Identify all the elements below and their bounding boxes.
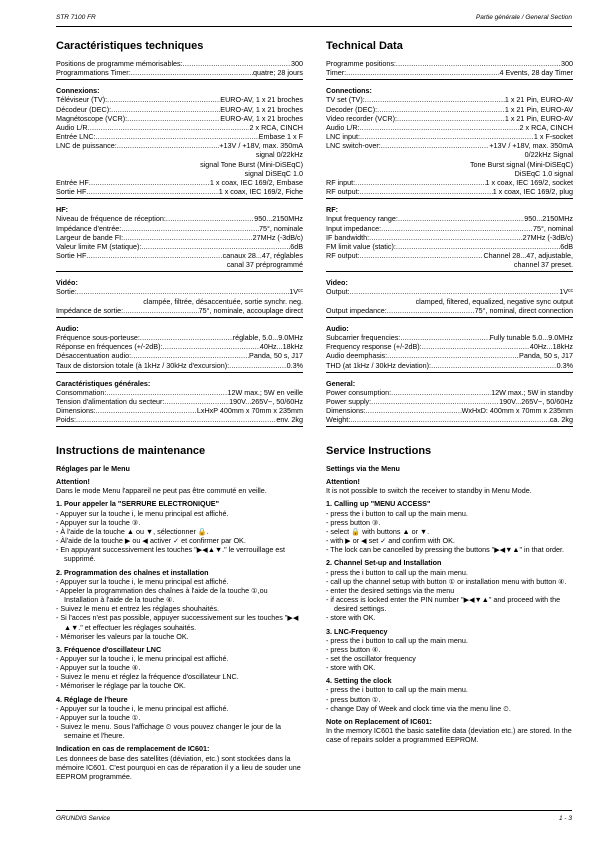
section-heading: Caractéristiques générales:	[56, 378, 151, 388]
spec-continuation: signal DiSEqC 1.0	[244, 168, 303, 178]
spec-title-en: Technical Data	[326, 40, 403, 52]
step-item: - À l'aide de la touche ▲ ou ▼, sélectionner 🔒.	[56, 526, 209, 536]
step-heading: 1. Pour appeler la "SERRURE ELECTRONIQUE"	[56, 499, 219, 509]
spec-row: Consommation: ..... 12W max.; 5W en veille	[56, 388, 303, 397]
note-heading: Note on Replacement of IC601:	[326, 716, 432, 726]
spec-row: Audio deemphasis: ..... Panda, 50 s, J17	[326, 351, 573, 360]
spec-row: Décodeur (DEC): ..... EURO-AV, 1 x 21 broches	[56, 105, 303, 114]
spec-row: Impédance de sortie: ..... 75°, nominale, accouplage direct	[56, 306, 303, 318]
spec-continuation: canal 37 préprogrammé	[56, 260, 303, 272]
step-item: - press the i button to call up the main menu.	[326, 635, 468, 645]
spec-continuation: channel 37 preset.	[326, 260, 573, 272]
step-item: - Suivez le menu. Sous l'affichage ⏲ vous pouvez changer le jour de la semaine et l'heure.	[56, 722, 281, 741]
step-item: - Mémoriser le réglage par la touche OK.	[56, 681, 186, 691]
step-item: - press the i button to call up the main menu.	[326, 567, 468, 577]
header-rule	[56, 26, 572, 27]
step-heading: 4. Réglage de l'heure	[56, 694, 128, 704]
spec-row: Power supply: ..... 190V...265V~, 50/60Hz	[326, 397, 573, 406]
spec-continuation: Tone Burst signal (Mini-DiSEqC)	[469, 159, 573, 169]
step-item: - store with OK.	[326, 663, 376, 673]
spec-row: Sortie HF ..... canaux 28...47, réglables	[56, 251, 303, 260]
step-item: - Appuyer sur la touche i, le menu principal est affiché.	[56, 508, 229, 518]
spec-row: Input frequency range: ..... 950...2150MHz	[326, 214, 573, 223]
step-item: - enter the desired settings via the menu	[326, 585, 455, 595]
spec-continuation: clamped, filtered, equalized, negative sync output	[415, 296, 573, 306]
step-item: - press the i button to call up the main menu.	[326, 508, 468, 518]
maintenance-title-en: Service Instructions	[326, 445, 432, 457]
footer-rule	[56, 810, 572, 811]
step-item: - press button ①.	[326, 694, 381, 704]
step-item: - press the i button to call up the main menu.	[326, 685, 468, 695]
page-header	[56, 14, 572, 21]
spec-row: Programme positions: ..... 300	[326, 59, 573, 68]
spec-row: Dimensions: ..... WxHxD: 400mm x 70mm x 235mm	[326, 406, 573, 415]
section-heading: Connections:	[326, 86, 372, 96]
spec-row: IF bandwidth: ..... 27MHz (-3dB/c)	[326, 233, 573, 242]
spec-row: Entrée LNC: ..... Embase 1 x F	[56, 132, 303, 141]
spec-row: RF input: ..... 1 x coax, IEC 169/2, socket	[326, 178, 573, 187]
step-item: - Appuyer sur la touche i, le menu principal est affiché.	[56, 653, 229, 663]
subheading: Settings via the Menu	[326, 464, 400, 473]
section-heading: Audio:	[326, 323, 349, 333]
spec-column-en	[326, 40, 573, 427]
spec-row: Weight: ..... ca. 2kg	[326, 415, 573, 427]
spec-row: Programmations Timer: ..... quatre; 28 jours	[56, 68, 303, 80]
step-item: - call up the channel setup with button ① or installation menu with button ④.	[326, 576, 567, 586]
section-heading: Video:	[326, 278, 348, 288]
note-text: Les donnees de base des satellites (déviation, etc.) sont stockées dans la mémoire IC601. C'est pourquoi en cas de réparation il y a lieu de souder une EEPROM programmée.	[56, 753, 301, 781]
spec-row: Entrée HF ..... 1 x coax, IEC 169/2, Embase	[56, 178, 303, 187]
spec-row: Output impedance: ..... 75°, nominal, direct connection	[326, 306, 573, 318]
section-heading: General:	[326, 378, 356, 388]
spec-row: Sortie: ..... 1V cc	[56, 287, 303, 296]
step-heading: 1. Calling up "MENU ACCESS"	[326, 499, 431, 509]
spec-row: RF output: ..... Channel 28...47, adjustable,	[326, 251, 573, 260]
spec-row: Fréquence sous-porteuse: ..... réglable, 5.0...9.0MHz	[56, 333, 303, 342]
spec-row: Tension d'alimentation du secteur: ..... 190V...265V~, 50/60Hz	[56, 397, 303, 406]
step-item: - Appuyer sur la touche i, le menu principal est affiché.	[56, 703, 229, 713]
spec-row: TV set (TV): ..... 1 x 21 Pin, EURO-AV	[326, 95, 573, 104]
spec-row: Impédance d'entrée: ..... 75°, nominale	[56, 224, 303, 233]
step-item: - if access is locked enter the PIN number "▶◀▼▲" and proceed with the desired settings.	[326, 595, 561, 614]
spec-row: Subcarrier frequencies: ..... Fully tunable 5.0...9.0MHz	[326, 333, 573, 342]
spec-row: Power consumption: ..... 12W max.; 5W in standby	[326, 388, 573, 397]
spec-row: Frequency response (+/-2dB): ..... 40Hz...18kHz	[326, 342, 573, 351]
spec-continuation: 0/22kHz Signal	[524, 150, 573, 160]
section-heading: Audio:	[56, 323, 79, 333]
step-item: - set the oscillator frequency	[326, 653, 416, 663]
maintenance-title-fr: Instructions de maintenance	[56, 445, 206, 457]
spec-row: Video recorder (VCR): ..... 1 x 21 Pin, EURO-AV	[326, 114, 573, 123]
spec-row: THD (at 1kHz / 30kHz deviation): ..... 0.3%	[326, 361, 573, 373]
spec-row: Sortie HF ..... 1 x coax, IEC 169/2, Fiche	[56, 187, 303, 199]
section-heading: Connexions:	[56, 86, 100, 96]
spec-continuation: signal Tone Burst (Mini-DiSEqC)	[200, 159, 303, 169]
spec-title-fr: Caractéristiques techniques	[56, 40, 204, 52]
step-item: - with ▶ or ◀ set ✓ and confirm with OK.	[326, 536, 455, 546]
header-model: STR 7100 FR	[56, 14, 96, 21]
step-item: - store with OK.	[326, 613, 376, 623]
note-heading: Indication en cas de remplacement de IC601:	[56, 744, 210, 754]
attention-label: Attention!	[56, 477, 90, 487]
spec-continuation: DiSEqC 1.0 signal	[514, 168, 573, 178]
step-heading: 2. Channel Set-up and Installation	[326, 558, 442, 568]
spec-row: Magnétoscope (VCR): ..... EURO-AV, 1 x 21 broches	[56, 114, 303, 123]
step-item: - Si l'acces n'est pas possible, appuyer successivement sur les touches "▶◀ ▲▼." et effectuer les réglages souhaités.	[56, 613, 299, 632]
spec-row: RF output: ..... 1 x coax, IEC 169/2, plug	[326, 187, 573, 199]
spec-row: Taux de distorsion totale (à 1kHz / 30kHz d'excursion): ..... 0.3%	[56, 361, 303, 373]
spec-continuation: clampée, filtrée, désaccentuée, sortie synchr. neg.	[143, 296, 303, 306]
step-item: - press button ④.	[326, 644, 381, 654]
step-item: - Mémoriser les valeurs par la touche OK.	[56, 631, 189, 641]
step-item: - press button ③.	[326, 517, 381, 527]
step-heading: 3. Fréquence d'oscillateur LNC	[56, 644, 162, 654]
spec-row: Output: ..... 1V cc	[326, 287, 573, 296]
spec-row: Timer: ..... 4 Events, 28 day Timer	[326, 68, 573, 80]
step-item: - Appuyer sur la touche i, le menu principal est affiché.	[56, 576, 229, 586]
step-item: - The lock can be cancelled by pressing the buttons "▶◀▼▲" in that order.	[326, 545, 565, 555]
step-item: - Suivez le menu et entrez les réglages shouhaités.	[56, 604, 220, 614]
spec-row: Decoder (DEC): ..... 1 x 21 Pin, EURO-AV	[326, 105, 573, 114]
maintenance-fr	[56, 445, 303, 781]
step-item: - Appuyer sur la touche ③.	[56, 517, 141, 527]
attention-label: Attention!	[326, 477, 360, 487]
spec-row: LNC de puissance: ..... +13V / +18V, max. 350mA	[56, 141, 303, 150]
step-item: - En appuyant successivement les touches "▶◀▲▼." le verrouillage est supprimé.	[56, 545, 285, 564]
step-item: - Appuyer sur la touche ④.	[56, 663, 141, 673]
attention-text: Dans le mode Menu l'appareil ne peut pas être commuté en veille.	[56, 486, 267, 496]
section-heading: RF:	[326, 205, 338, 215]
spec-row: Niveau de fréquence de réception: ..... 950...2150MHz	[56, 214, 303, 223]
page-number: 1 - 3	[558, 815, 572, 822]
step-heading: 3. LNC-Frequency	[326, 626, 388, 636]
spec-row: LNC switch-over: ..... +13V / +18V, max. 350mA	[326, 141, 573, 150]
spec-row: Dimensions: ..... LxHxP 400mm x 70mm x 235mm	[56, 406, 303, 415]
header-section: Partie générale / General Section	[475, 14, 572, 21]
step-item: - Àl'aide de la touche ▶ ou ◀ activer ✓ et confirmer par OK.	[56, 536, 246, 546]
attention-text: It is not possible to switch the receiver to standby in Menu Mode.	[326, 486, 532, 496]
spec-row: Poids: ..... env. 2kg	[56, 415, 303, 427]
step-item: - select 🔒 with buttons ▲ or ▼.	[326, 526, 430, 536]
spec-row: Largeur de bande FI: ..... 27MHz (-3dB/c)	[56, 233, 303, 242]
note-text: In the memory IC601 the basic satellite data (deviation etc.) are stored. In the case of repairs solder a programmed EEPROM.	[326, 726, 572, 745]
spec-row: Audio L/R: ..... 2 x RCA, CINCH	[326, 123, 573, 132]
step-item: - Suivez le menu et réglez la fréquence d'oscillateur LNC.	[56, 672, 239, 682]
spec-column-fr	[56, 40, 303, 427]
spec-row: LNC input: ..... 1 x F-socket	[326, 132, 573, 141]
spec-row: Audio L/R ..... 2 x RCA, CINCH	[56, 123, 303, 132]
spec-row: FM limit value (static): ..... 6dB	[326, 242, 573, 251]
spec-row: Téléviseur (TV): ..... EURO-AV, 1 x 21 broches	[56, 95, 303, 104]
spec-row: Valeur limite FM (statique): ..... 6dB	[56, 242, 303, 251]
maintenance-en	[326, 445, 573, 744]
spec-row: Input impedance: ..... 75°, nominal	[326, 224, 573, 233]
page-footer	[56, 815, 572, 822]
step-heading: 4. Setting the clock	[326, 676, 392, 686]
section-heading: Vidéo:	[56, 278, 78, 288]
step-item: - change Day of Week and clock time via the menu line ⏲.	[326, 703, 511, 713]
footer-brand: GRUNDIG Service	[56, 815, 111, 822]
spec-row: Positions de programme mémorisables: ..... 300	[56, 59, 303, 68]
spec-row: Désaccentuation audio: ..... Panda, 50 s, J17	[56, 351, 303, 360]
spec-continuation: signal 0/22kHz	[255, 150, 303, 160]
section-heading: HF:	[56, 205, 68, 215]
subheading: Réglages par le Menu	[56, 464, 130, 473]
step-item: - Appuyer sur la touche ①.	[56, 712, 141, 722]
step-item: - Appeler la programmation des chaînes à l'aide de la touche ①,ou Installation à l'aide de la touche ④.	[56, 585, 268, 605]
step-heading: 2. Programmation des chaînes et installation	[56, 567, 209, 577]
spec-row: Réponse en fréquences (+/-2dB): ..... 40Hz...18kHz	[56, 342, 303, 351]
